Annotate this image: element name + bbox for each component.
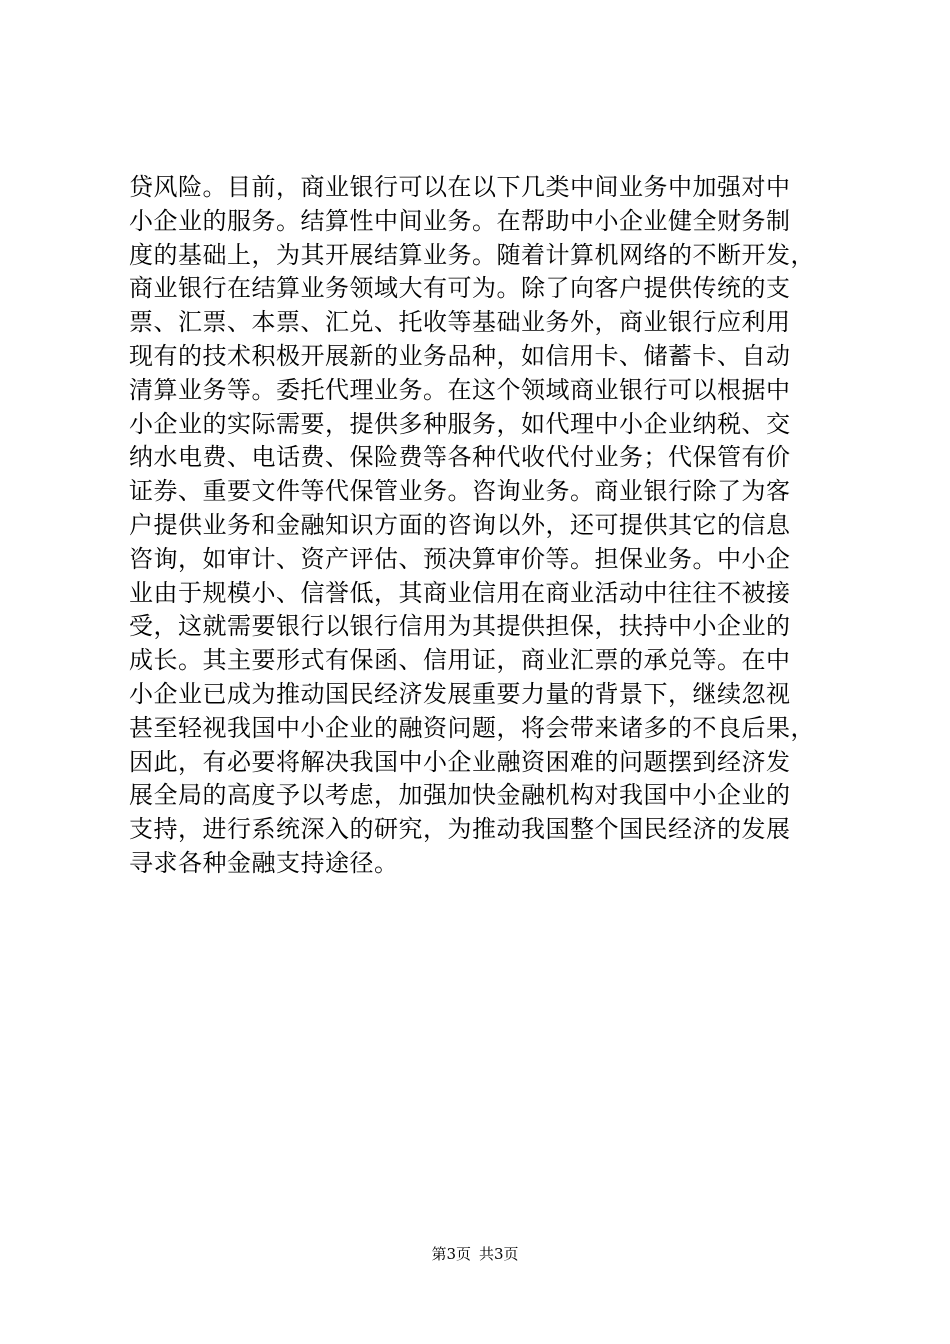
text-line: 展全局的高度予以考虑，加强加快金融机构对我国中小企业的 bbox=[129, 781, 791, 810]
text-line: 票、汇票、本票、汇兑、托收等基础业务外，商业银行应利用 bbox=[129, 308, 791, 337]
text-line: 贷风险。目前，商业银行可以在以下几类中间业务中加强对中 bbox=[129, 173, 791, 201]
text-line: 受，这就需要银行以银行信用为其提供担保，扶持中小企业的 bbox=[129, 612, 791, 641]
text-line: 成长。其主要形式有保函、信用证，商业汇票的承兑等。在中 bbox=[129, 646, 791, 675]
text-line: 业由于规模小、信誉低，其商业信用在商业活动中往往不被接 bbox=[129, 578, 791, 607]
text-line: 小企业的服务。结算性中间业务。在帮助中小企业健全财务制 bbox=[129, 206, 791, 235]
text-line: 商业银行在结算业务领域大有可为。除了向客户提供传统的支 bbox=[129, 274, 791, 303]
text-line: 度的基础上，为其开展结算业务。随着计算机网络的不断开发， bbox=[129, 240, 815, 269]
text-line: 清算业务等。委托代理业务。在这个领域商业银行可以根据中 bbox=[129, 375, 791, 404]
page-footer bbox=[0, 1244, 950, 1264]
page-number-current: 第3页 bbox=[431, 1245, 471, 1263]
body-paragraph bbox=[129, 171, 839, 881]
text-line: 小企业的实际需要，提供多种服务，如代理中小企业纳税、交 bbox=[129, 409, 791, 438]
text-line: 现有的技术积极开展新的业务品种，如信用卡、储蓄卡、自动 bbox=[129, 341, 791, 370]
text-line: 证券、重要文件等代保管业务。咨询业务。商业银行除了为客 bbox=[129, 477, 791, 506]
page-number-total: 共3页 bbox=[479, 1245, 519, 1263]
text-line: 甚至轻视我国中小企业的融资问题，将会带来诸多的不良后果， bbox=[129, 713, 815, 742]
text-line: 咨询，如审计、资产评估、预决算审价等。担保业务。中小企 bbox=[129, 544, 791, 573]
text-line: 支持，进行系统深入的研究，为推动我国整个国民经济的发展 bbox=[129, 815, 791, 844]
text-line: 小企业已成为推动国民经济发展重要力量的背景下，继续忽视 bbox=[129, 679, 791, 708]
text-line: 寻求各种金融支持途径。 bbox=[129, 848, 399, 877]
text-line: 户提供业务和金融知识方面的咨询以外，还可提供其它的信息 bbox=[129, 510, 791, 539]
text-line: 纳水电费、电话费、保险费等各种代收代付业务；代保管有价 bbox=[129, 443, 791, 472]
text-line: 因此，有必要将解决我国中小企业融资困难的问题摆到经济发 bbox=[129, 747, 791, 776]
